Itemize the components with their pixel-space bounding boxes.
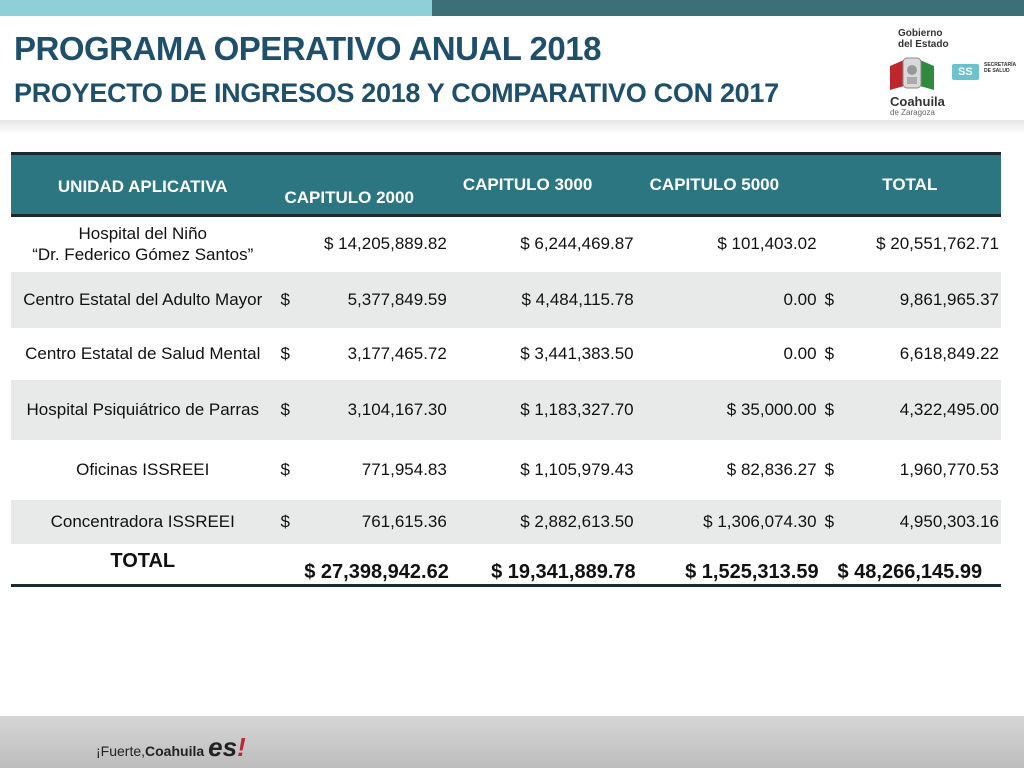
cell-capitulo-2000: $ 771,954.83	[280, 459, 447, 479]
cell-capitulo-3000: $ 3,441,383.50	[520, 343, 634, 363]
column-header-total: TOTAL	[819, 154, 1001, 216]
cell-capitulo-3000: $ 2,882,613.50	[520, 511, 634, 531]
total-capitulo-2000: $ 27,398,942.62	[304, 561, 449, 583]
table-row	[11, 328, 1001, 380]
footer-slogan: ¡Fuerte,Coahuila es!	[96, 732, 246, 762]
cell-capitulo-5000: $ 1,306,074.30	[703, 511, 817, 531]
cell-capitulo-5000: $ 82,836.27	[726, 459, 817, 479]
table-header-row	[11, 154, 1001, 216]
top-bar-light	[0, 0, 432, 16]
cell-capitulo-3000: $ 1,105,979.43	[520, 459, 634, 479]
logo-state-name: Coahuila	[890, 94, 945, 109]
page-subtitle: PROYECTO DE INGRESOS 2018 Y COMPARATIVO CON 2017	[14, 78, 779, 108]
cell-capitulo-5000: $ 101,403.02	[717, 234, 817, 254]
cell-total: $ 9,861,965.37	[824, 289, 999, 309]
table-row	[11, 380, 1001, 440]
cell-total: $ 6,618,849.22	[824, 343, 999, 363]
table-row	[11, 500, 1001, 544]
cell-capitulo-3000: $ 6,244,469.87	[520, 234, 634, 254]
table-row	[11, 272, 1001, 328]
top-bar-dark	[432, 0, 1024, 16]
logo-gobierno: Gobierno del Estado	[898, 28, 949, 50]
total-grand: $ 48,266,145.99	[837, 561, 983, 583]
government-logo	[880, 26, 1017, 118]
cell-capitulo-2000: $ 761,615.36	[280, 511, 447, 531]
total-capitulo-5000: $ 1,525,313.59	[685, 561, 819, 583]
row-name: Concentradora ISSREEI	[50, 512, 235, 531]
column-header-capitulo-2000: CAPITULO 2000	[275, 154, 449, 216]
cell-capitulo-5000: 0.00	[783, 289, 817, 309]
total-label: TOTAL	[110, 549, 176, 572]
cell-total: $ 1,960,770.53	[824, 459, 999, 479]
cell-capitulo-2000: $ 3,177,465.72	[280, 343, 447, 363]
column-header-unidad: UNIDAD APLICATIVA	[11, 154, 275, 216]
table-row	[11, 440, 1001, 500]
row-name: Centro Estatal de Salud Mental	[25, 344, 261, 363]
cell-total: $ 20,551,762.71	[876, 234, 999, 254]
row-name: Centro Estatal del Adulto Mayor	[23, 290, 263, 309]
cell-capitulo-2000: $ 3,104,167.30	[280, 399, 447, 419]
cell-capitulo-3000: $ 1,183,327.70	[520, 399, 634, 419]
column-header-capitulo-3000: CAPITULO 3000	[449, 154, 636, 216]
header-shadow	[0, 120, 1024, 134]
cell-capitulo-5000: $ 35,000.00	[726, 399, 817, 419]
es-logo: es!	[208, 732, 246, 762]
total-row	[11, 544, 1001, 586]
cell-capitulo-3000: $ 4,484,115.78	[521, 289, 634, 309]
table-row	[11, 216, 1001, 272]
cell-capitulo-2000: $ 5,377,849.59	[280, 289, 447, 309]
cell-capitulo-2000: $ 14,205,889.82	[323, 234, 447, 254]
ss-badge: SS	[952, 64, 979, 80]
page-title: PROGRAMA OPERATIVO ANUAL 2018	[14, 30, 601, 67]
total-capitulo-3000: $ 19,341,889.78	[491, 561, 636, 583]
cell-total: $ 4,322,495.00	[824, 399, 999, 419]
cell-total: $ 4,950,303.16	[824, 511, 999, 531]
income-table	[11, 152, 1001, 587]
coat-of-arms-icon	[890, 56, 934, 92]
cell-capitulo-5000: 0.00	[783, 343, 817, 363]
secretaria-label: SECRETARÍA DE SALUD	[984, 62, 1017, 74]
logo-state-sub: de Zaragoza	[890, 108, 935, 117]
row-name: Oficinas ISSREEI	[76, 460, 210, 479]
row-name: Hospital Psiquiátrico de Parras	[26, 400, 259, 419]
top-bar	[0, 0, 1024, 16]
column-header-capitulo-5000: CAPITULO 5000	[636, 154, 819, 216]
footer-band	[0, 716, 1024, 768]
row-name: Hospital del Niño “Dr. Federico Gómez Santos”	[32, 224, 254, 265]
